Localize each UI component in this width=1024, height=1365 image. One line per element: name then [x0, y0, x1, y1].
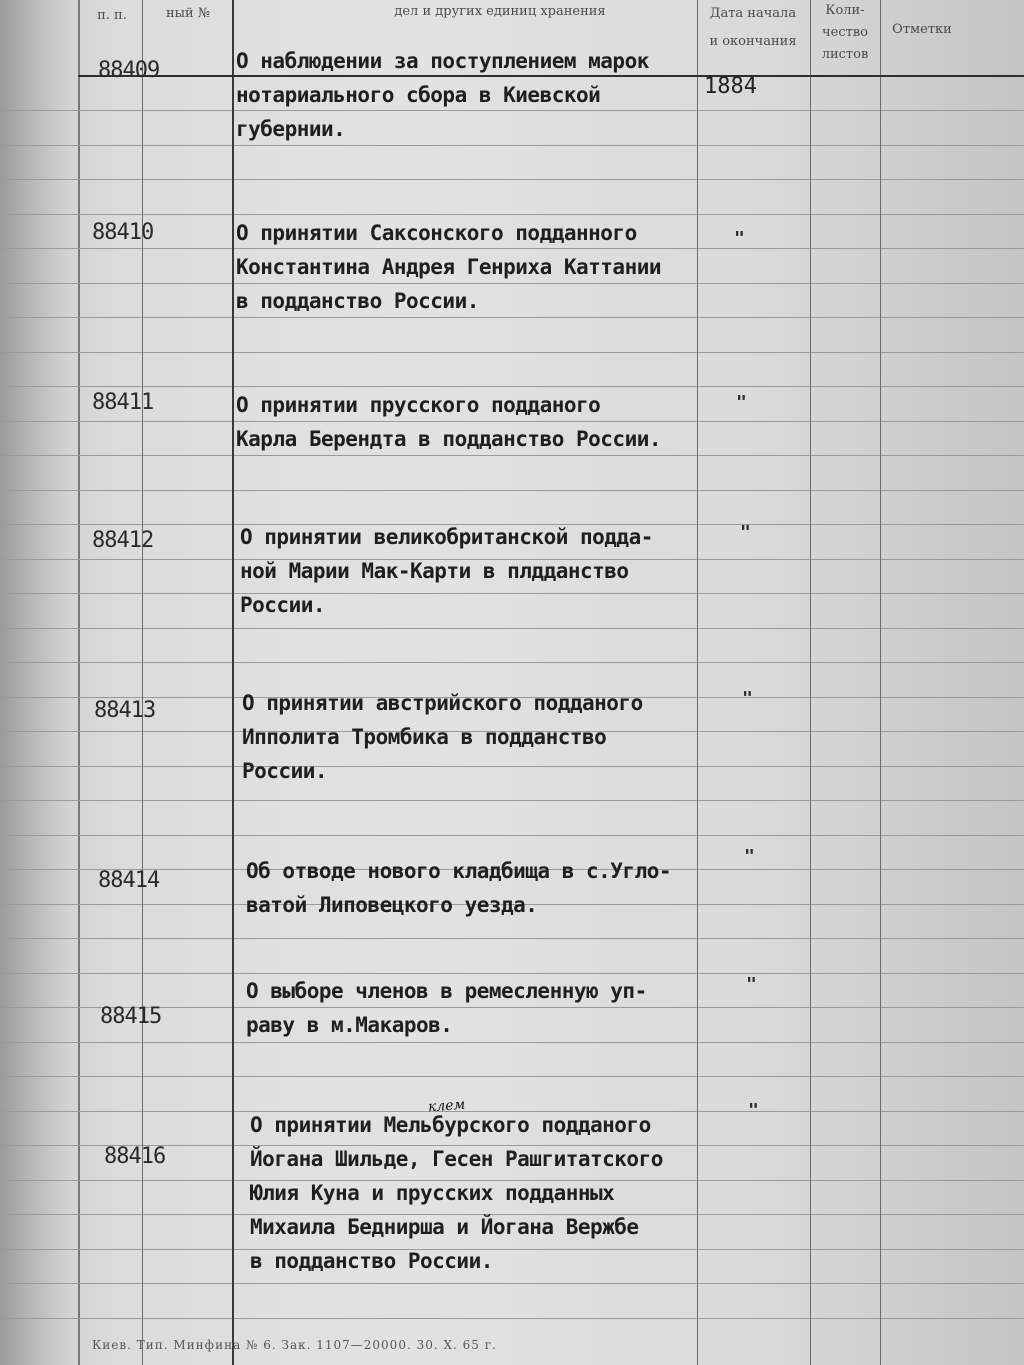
- row-title: Об отводе нового кладбища в с.Угло- ватой Липовецкого уезда.: [246, 859, 672, 917]
- row-title: О принятии великобританской подда- ной Марии Мак-Карти в плдданство России.: [240, 525, 653, 617]
- ruled-line: [0, 835, 1024, 836]
- row-date-ditto: ": [736, 392, 747, 413]
- row-number: 88410: [92, 220, 154, 245]
- row-date: 1884: [704, 74, 757, 99]
- ruled-line: [0, 386, 1024, 387]
- row-date-ditto: ": [742, 688, 753, 709]
- ruled-line: [0, 1076, 1024, 1077]
- row-title: О выборе членов в ремесленную уп- раву в м.Макаров.: [246, 979, 647, 1037]
- row-number: 88415: [100, 1004, 162, 1029]
- ruled-line: [0, 662, 1024, 663]
- header-col-dates: Дата начала и окончания: [709, 6, 797, 49]
- ruled-line: [0, 490, 1024, 491]
- handwritten-note: клем: [427, 1096, 466, 1116]
- row-title: О наблюдении за поступлением марок нотариального сбора в Киевской губернии.: [236, 49, 649, 141]
- row-date-ditto: ": [734, 228, 745, 249]
- row-title: О принятии прусского подданого Карла Берендта в подданство России.: [236, 393, 662, 451]
- header-col-sheets: Коли- чество листов: [821, 3, 869, 62]
- header-col-title: дел и других единиц хранения: [394, 4, 606, 19]
- row-date-ditto: ": [748, 1100, 759, 1121]
- column-line: [232, 0, 234, 1365]
- row-title: О принятии австрийского подданого Ипполита Тромбика в подданство России.: [242, 691, 643, 783]
- header-col-notes: Отметки: [892, 22, 952, 37]
- ruled-line: [0, 628, 1024, 629]
- row-number: 88409: [98, 58, 160, 83]
- column-line: [810, 0, 811, 1365]
- ruled-line: [0, 1042, 1024, 1043]
- row-number: 88413: [94, 698, 156, 723]
- row-date-ditto: ": [744, 846, 755, 867]
- print-footer: Киев. Тип. Минфина № 6. Зак. 1107—20000. 30. X. 65 г.: [92, 1338, 497, 1352]
- header-col-inventory: ный №: [165, 6, 211, 21]
- row-title: О принятии Саксонского подданного Константина Андрея Генриха Каттании в подданство России.: [236, 221, 662, 313]
- ruled-line: [0, 179, 1024, 180]
- header-col-number: п. п.: [97, 8, 127, 23]
- row-title: О принятии Мельбурского подданого Йогана Шильде, Гесен Рашгитатского Юлия Куна и прусских подданных Михаила Беднирша и Йогана Вержбе в подданство России.: [250, 1113, 663, 1273]
- ruled-line: [0, 352, 1024, 353]
- row-date-ditto: ": [740, 522, 751, 543]
- row-number: 88411: [92, 390, 154, 415]
- row-date-ditto: ": [746, 974, 757, 995]
- column-line: [880, 0, 881, 1365]
- column-line: [697, 0, 698, 1365]
- ruled-line: [0, 1318, 1024, 1319]
- row-number: 88416: [104, 1144, 166, 1169]
- row-number: 88414: [98, 868, 160, 893]
- ruled-line: [0, 214, 1024, 215]
- ruled-line: [0, 800, 1024, 801]
- row-number: 88412: [92, 528, 154, 553]
- page-binding: [0, 0, 80, 1365]
- ruled-line: [0, 938, 1024, 939]
- ruled-line: [0, 1283, 1024, 1284]
